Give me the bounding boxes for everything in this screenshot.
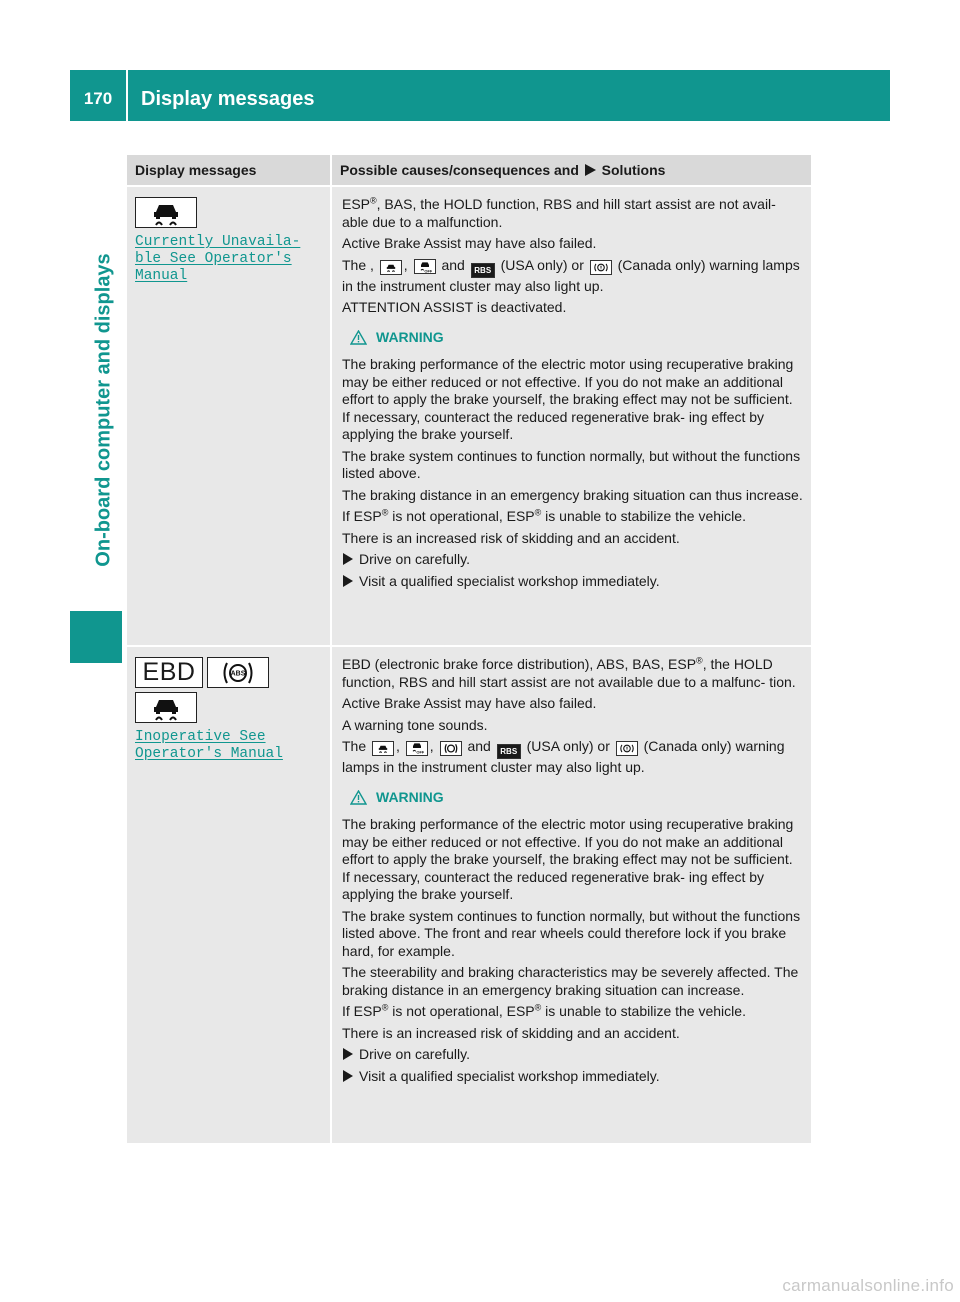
- instruction-text: Visit a qualified specialist workshop immediately.: [359, 1067, 660, 1084]
- paragraph: The braking performance of the electric motor using recuperative braking may be either reduced or not effective. If you do not make an additional effort to apply the brake yourself, the braking effect may not be sufficient. If necessary, counteract the reduced regenerative brak- ing effect by applying the brake yourself.: [342, 816, 794, 903]
- message-line: ble See Operator's: [135, 251, 292, 267]
- registered-mark: ®: [696, 655, 703, 666]
- text-span: The: [342, 738, 367, 754]
- paragraph: Active Brake Assist may have also failed.: [342, 235, 597, 251]
- abs-icon: [207, 657, 269, 688]
- text-span: is unable to stabilize the vehicle.: [541, 508, 746, 525]
- brake-warning-icon: [616, 741, 638, 756]
- causes-cell: [331, 646, 811, 1143]
- paragraph: [342, 1003, 803, 1021]
- warning-label: WARNING: [376, 328, 444, 345]
- esp-skid-icon: [380, 260, 402, 275]
- paragraph: The steerability and braking characteristics may be severely affected. The braking distance in an emergency braking situation can increase.: [342, 964, 799, 998]
- svg-text:OFF: OFF: [423, 268, 432, 273]
- warning-heading: [342, 329, 803, 347]
- paragraph: Active Brake Assist may have also failed.: [342, 695, 597, 711]
- arrow-right-icon: [343, 553, 353, 565]
- registered-mark: ®: [381, 1002, 389, 1013]
- side-tab-label: On-board computer and displays: [92, 253, 115, 567]
- text-span: EBD (electronic brake force distribution), ABS, BAS, ESP: [342, 656, 697, 672]
- instruction-text: Drive on carefully.: [359, 551, 471, 568]
- message-line: Currently Unavaila-: [135, 234, 301, 250]
- header-divider: [126, 70, 128, 121]
- svg-text:ABS: ABS: [230, 670, 246, 677]
- message-cell: [127, 186, 331, 646]
- col-header-causes: [331, 155, 811, 186]
- text-span: (Canada only) warning lamps in the instrument cluster may also light up.: [342, 738, 785, 776]
- text-span: is not operational, ESP: [388, 508, 535, 525]
- instruction-item: [342, 1068, 803, 1086]
- rbs-icon: RBS: [471, 263, 495, 278]
- registered-mark: ®: [370, 195, 377, 206]
- display-messages-table: [127, 155, 811, 1143]
- page-number: 170: [83, 89, 113, 108]
- text-span: ESP: [342, 196, 371, 212]
- paragraph: There is an increased risk of skidding and an accident.: [342, 529, 680, 546]
- paragraph: The braking performance of the electric motor using recuperative braking may be either reduced or not effective. If you do not make an additional effort to apply the brake yourself, the braking effect may not be sufficient. If necessary, counteract the reduced regenerative brak- ing effect by applying the brake yourself.: [342, 356, 794, 443]
- instruction-text: Visit a qualified specialist workshop immediately.: [359, 572, 660, 589]
- brake-warning-icon: [590, 260, 612, 275]
- paragraph: The brake system continues to function normally, but without the functions listed above.: [342, 447, 801, 482]
- instruction-item: [342, 573, 803, 591]
- display-message-text: [135, 234, 322, 285]
- table-row: [127, 186, 811, 646]
- paragraph: [342, 196, 803, 231]
- paragraph: ATTENTION ASSIST is deactivated.: [342, 299, 567, 316]
- text-span: If ESP: [342, 508, 382, 525]
- text-span: and: [441, 256, 465, 273]
- registered-mark: ®: [534, 1002, 542, 1013]
- message-line: Inoperative See: [135, 729, 266, 745]
- warning-heading: [342, 789, 803, 807]
- esp-skid-icon: [135, 692, 197, 723]
- table-header-row: [127, 155, 811, 186]
- text-span: ,: [429, 738, 434, 754]
- abs-icon: [440, 741, 462, 756]
- arrow-right-icon: [343, 1070, 353, 1082]
- esp-off-icon: [414, 259, 436, 274]
- col-header-causes-text: Possible causes/consequences and: [340, 162, 579, 178]
- causes-cell: [331, 186, 811, 646]
- text-span: If ESP: [342, 1003, 382, 1020]
- text-span: , BAS, the HOLD function, RBS and hill start assist are not avail- able due to a malfunction.: [342, 196, 776, 230]
- warning-triangle-icon: [350, 790, 367, 805]
- esp-skid-icon: [135, 197, 197, 228]
- message-line: Operator's Manual: [135, 746, 283, 762]
- side-tab: [87, 230, 121, 590]
- arrow-right-icon: [343, 1048, 353, 1060]
- text-span: and: [467, 738, 491, 754]
- display-message-text: [135, 729, 322, 763]
- paragraph: [342, 656, 803, 691]
- table-row: [127, 646, 811, 1143]
- registered-mark: ®: [381, 507, 389, 518]
- instruction-text: Drive on carefully.: [359, 1046, 471, 1063]
- paragraph: [342, 738, 803, 777]
- icon-row: [135, 657, 322, 688]
- text-span: is unable to stabilize the vehicle.: [541, 1003, 746, 1020]
- arrow-right-icon: [343, 575, 353, 587]
- col-header-solutions-text: Solutions: [601, 162, 666, 178]
- paragraph: The brake system continues to function normally, but without the functions listed above. The front and rear wheels could therefore lock if you brake hard, for example.: [342, 907, 801, 959]
- text-span: is not operational, ESP: [388, 1003, 535, 1020]
- text-span: ,: [396, 738, 400, 754]
- esp-off-icon: [406, 741, 428, 756]
- instruction-item: [342, 551, 803, 569]
- text-span: The ,: [342, 256, 374, 273]
- rbs-icon: RBS: [497, 744, 521, 759]
- svg-text:OFF: OFF: [416, 749, 424, 754]
- paragraph: [342, 508, 803, 526]
- paragraph: [342, 257, 803, 296]
- watermark: carmanualsonline.info: [782, 1276, 954, 1295]
- text-span: , the HOLD function, RBS and hill start assist are not available due to a malfunc- tion.: [342, 656, 796, 690]
- arrow-right-icon: [585, 164, 596, 176]
- message-line: Manual: [135, 268, 188, 284]
- col-header-messages: Display messages: [127, 155, 331, 186]
- paragraph: A warning tone sounds.: [342, 716, 488, 733]
- paragraph: The braking distance in an emergency braking situation can thus increase.: [342, 486, 803, 503]
- side-tab-marker: [70, 611, 122, 663]
- instruction-item: [342, 1046, 803, 1064]
- text-span: (USA only) or: [500, 256, 584, 273]
- text-span: (Canada only) warning lamps in the instrument cluster may also light up.: [342, 256, 800, 294]
- message-cell: [127, 646, 331, 1143]
- registered-mark: ®: [534, 507, 542, 518]
- esp-skid-icon: [372, 741, 394, 756]
- warning-triangle-icon: [350, 330, 367, 345]
- text-span: ,: [403, 256, 408, 273]
- ebd-icon: EBD: [135, 657, 203, 688]
- page-title: Display messages: [141, 88, 315, 110]
- text-span: (USA only) or: [526, 738, 610, 754]
- paragraph: There is an increased risk of skidding and an accident.: [342, 1024, 680, 1041]
- warning-label: WARNING: [376, 788, 444, 805]
